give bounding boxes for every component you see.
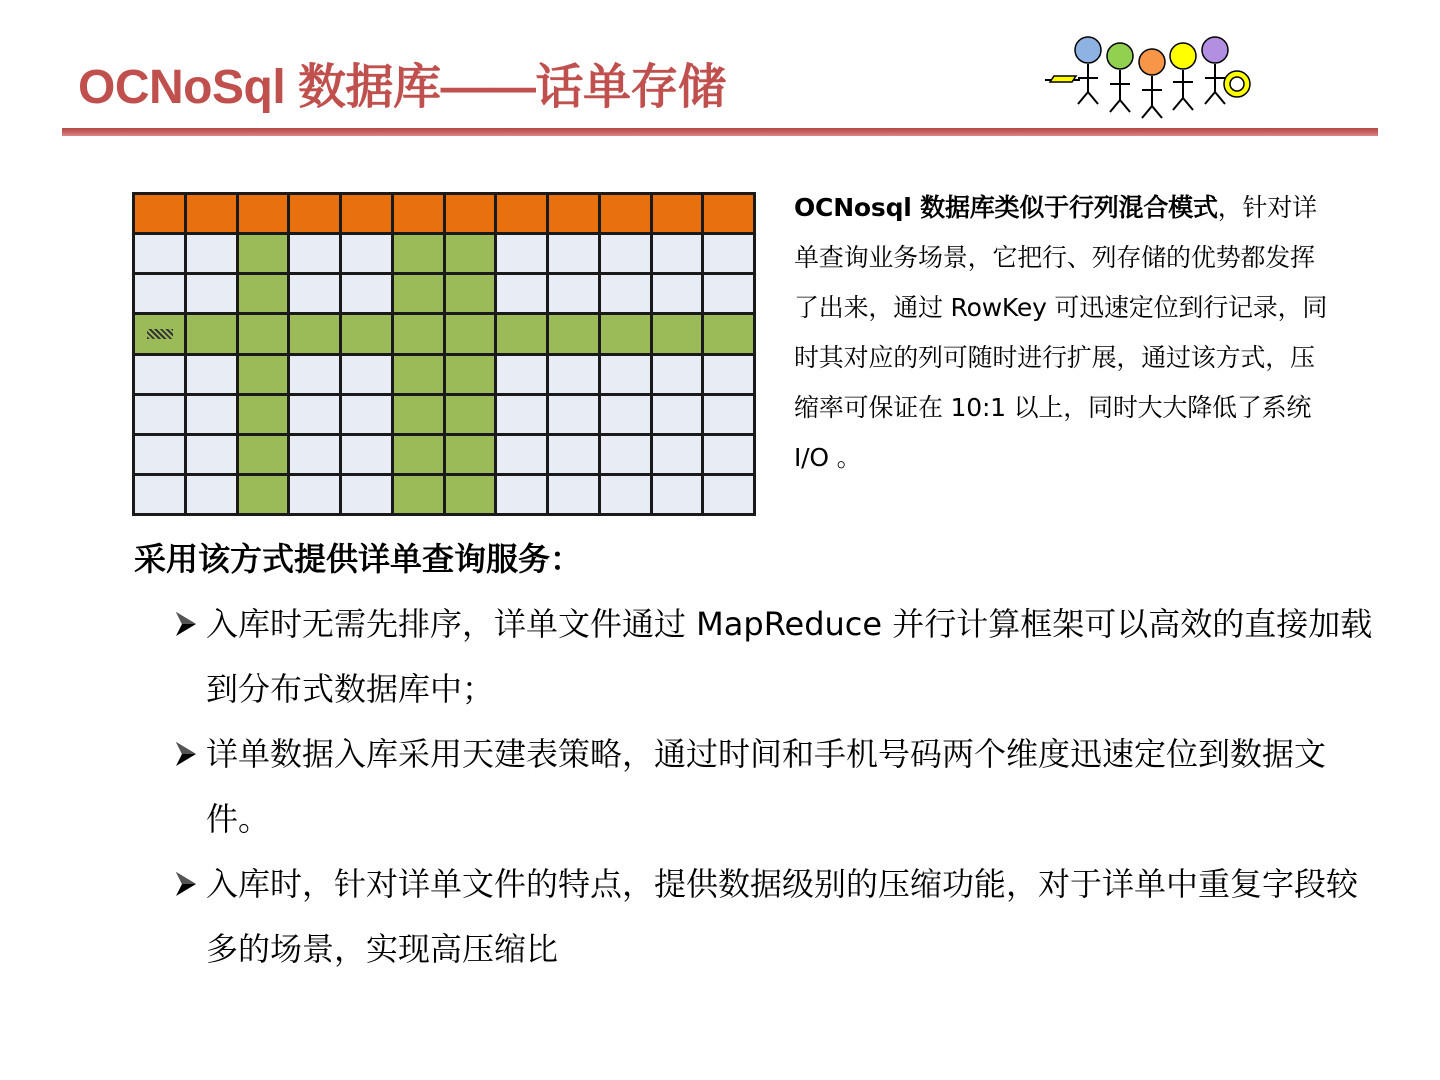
grid-cell	[446, 396, 495, 433]
storage-description	[794, 183, 1339, 483]
grid-cell	[446, 436, 495, 473]
grid-cell	[290, 275, 339, 312]
grid-cell	[187, 476, 236, 513]
grid-cell	[549, 436, 598, 473]
grid-cell	[342, 235, 391, 272]
grid-cell	[135, 436, 184, 473]
grid-cell	[704, 396, 753, 433]
grid-cell	[549, 275, 598, 312]
grid-cell	[135, 315, 184, 352]
grid-cell	[239, 315, 288, 352]
grid-cell	[446, 235, 495, 272]
grid-cell	[290, 436, 339, 473]
grid-cell	[135, 476, 184, 513]
page-title: OCNoSql 数据库——话单存储	[78, 61, 726, 114]
grid-cell	[601, 315, 650, 352]
title-divider	[62, 128, 1378, 136]
grid-cell	[601, 275, 650, 312]
grid-cell	[653, 436, 702, 473]
grid-cell	[497, 315, 546, 352]
grid-cell	[187, 235, 236, 272]
grid-cell	[135, 396, 184, 433]
grid-cell	[394, 356, 443, 393]
arrow-bullet-icon	[174, 870, 198, 898]
grid-cell	[394, 235, 443, 272]
grid-cell	[497, 476, 546, 513]
grid-cell	[653, 476, 702, 513]
grid-cell	[342, 436, 391, 473]
grid-cell	[394, 476, 443, 513]
grid-cell	[497, 195, 546, 232]
grid-cell	[653, 396, 702, 433]
grid-cell	[290, 396, 339, 433]
grid-cell	[446, 476, 495, 513]
arrow-bullet-icon	[174, 610, 198, 638]
rowkey-marker-icon	[147, 329, 173, 339]
grid-cell	[239, 275, 288, 312]
grid-cell	[290, 235, 339, 272]
grid-cell	[187, 275, 236, 312]
grid-cell	[653, 356, 702, 393]
grid-cell	[394, 195, 443, 232]
grid-cell	[135, 195, 184, 232]
grid-cell	[704, 195, 753, 232]
grid-cell	[549, 396, 598, 433]
grid-cell	[342, 356, 391, 393]
grid-cell	[601, 436, 650, 473]
grid-cell	[497, 436, 546, 473]
grid-cell	[290, 356, 339, 393]
grid-cell	[342, 476, 391, 513]
grid-cell	[342, 275, 391, 312]
grid-cell	[497, 275, 546, 312]
grid-cell	[239, 476, 288, 513]
grid-cell	[239, 356, 288, 393]
services-list	[174, 592, 1374, 982]
grid-cell	[549, 356, 598, 393]
grid-cell	[342, 396, 391, 433]
grid-cell	[187, 315, 236, 352]
grid-cell	[394, 436, 443, 473]
grid-cell	[653, 315, 702, 352]
grid-cell	[601, 195, 650, 232]
grid-cell	[187, 356, 236, 393]
row-column-storage-grid	[132, 192, 756, 516]
grid-cell	[704, 275, 753, 312]
grid-cell	[187, 396, 236, 433]
list-item: 入库时，针对详单文件的特点，提供数据级别的压缩功能，对于详单中重复字段较多的场景，实现高压缩比	[174, 852, 1374, 982]
grid-cell	[704, 436, 753, 473]
grid-cell	[653, 275, 702, 312]
grid-cell	[342, 315, 391, 352]
grid-cell	[239, 396, 288, 433]
description-lead: OCNosql 数据库类似于行列混合模式	[794, 193, 1218, 222]
grid-cell	[239, 436, 288, 473]
grid-cell	[394, 396, 443, 433]
grid-cell	[187, 436, 236, 473]
grid-cell	[704, 315, 753, 352]
grid-cell	[187, 195, 236, 232]
description-text: ，针对详单查询业务场景，它把行、列存储的优势都发挥了出来，通过 RowKey 可迅速定位到行记录，同时其对应的列可随时进行扩展，通过该方式，压缩率可保证在 10:1 以上，同时大大降低了系统 I/O 。	[794, 193, 1328, 472]
grid-cell	[239, 195, 288, 232]
services-heading: 采用该方式提供详单查询服务：	[134, 540, 583, 578]
grid-cell	[135, 235, 184, 272]
arrow-bullet-icon	[174, 740, 198, 768]
grid-cell	[342, 195, 391, 232]
grid-cell	[290, 315, 339, 352]
grid-cell	[653, 195, 702, 232]
grid-cell	[394, 275, 443, 312]
grid-cell	[549, 195, 598, 232]
grid-cell	[704, 476, 753, 513]
grid-cell	[497, 396, 546, 433]
grid-cell	[446, 356, 495, 393]
grid-cell	[653, 235, 702, 272]
grid-cell	[290, 195, 339, 232]
grid-cell	[601, 356, 650, 393]
grid-cell	[497, 235, 546, 272]
grid-cell	[601, 396, 650, 433]
grid-cell	[601, 235, 650, 272]
grid-cell	[239, 235, 288, 272]
grid-cell	[704, 235, 753, 272]
grid-cell	[135, 275, 184, 312]
grid-cell	[549, 235, 598, 272]
grid-cell	[704, 356, 753, 393]
list-item: 详单数据入库采用天建表策略，通过时间和手机号码两个维度迅速定位到数据文件。	[174, 722, 1374, 852]
grid-cell	[549, 476, 598, 513]
grid-cell	[394, 315, 443, 352]
grid-cell	[135, 356, 184, 393]
stick-figures-logo-icon	[1040, 30, 1260, 122]
grid-cell	[497, 356, 546, 393]
grid-cell	[290, 476, 339, 513]
grid-cell	[549, 315, 598, 352]
grid-cell	[446, 315, 495, 352]
list-item: 入库时无需先排序，详单文件通过 MapReduce 并行计算框架可以高效的直接加载到分布式数据库中；	[174, 592, 1374, 722]
grid-cell	[601, 476, 650, 513]
grid-cell	[446, 195, 495, 232]
grid-cell	[446, 275, 495, 312]
